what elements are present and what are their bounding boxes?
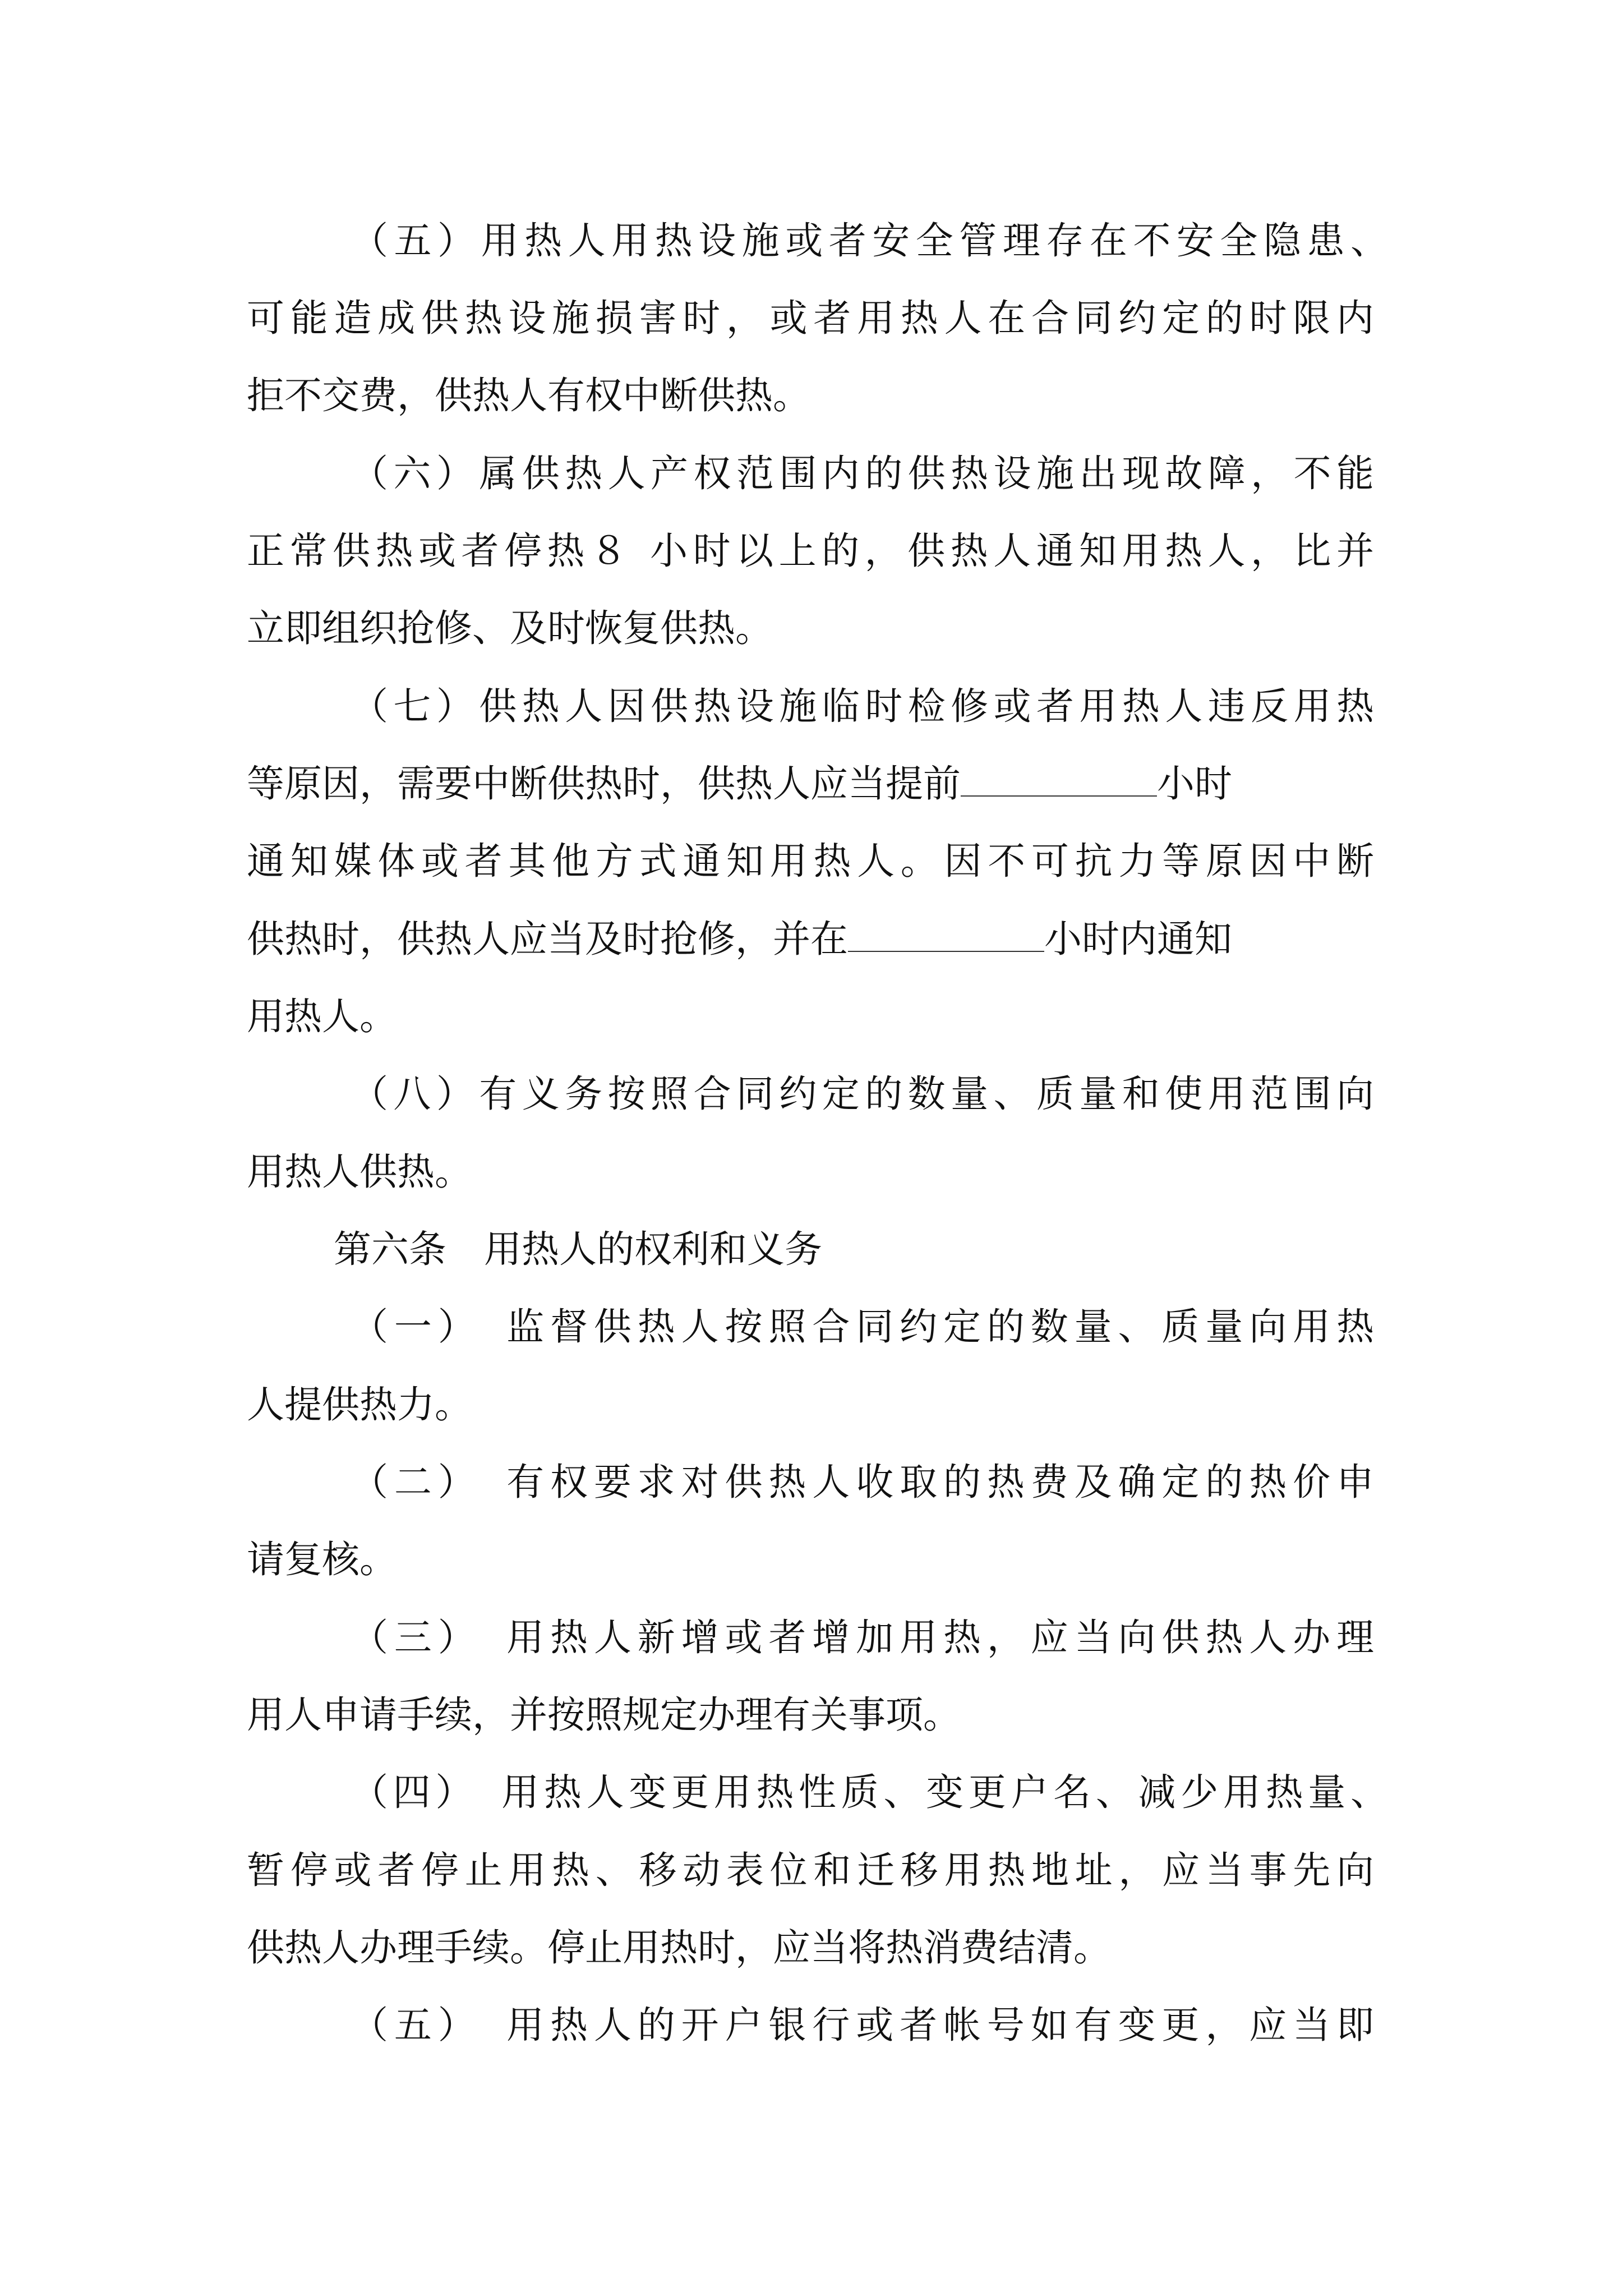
text-line: 用人申请手续，并按照规定办理有关事项。 [247,1693,961,1737]
text-line: （八）有义务按照合同约定的数量、质量和使用范围向 [351,1072,1374,1116]
text-line: 拒不交费，供热人有权中断供热。 [247,374,810,417]
text-line: （二） 有权要求对供热人收取的热费及确定的热价申 [351,1460,1374,1504]
text-line: （四） 用热人变更用热性质、变更户名、减少用热量、 [351,1770,1388,1814]
text-segment: 小时 [1157,762,1232,806]
text-line-with-blank [247,908,1374,970]
fill-in-blank [961,760,1157,797]
text-line: （五） 用热人的开户银行或者帐号如有变更，应当即 [351,2003,1374,2047]
text-line: 用热人供热。 [247,1150,472,1194]
text-line: （六）属供热人产权范围内的供热设施出现故障，不能 [351,452,1374,495]
text-line: 请复核。 [247,1538,397,1581]
text-line: 用热人。 [247,995,397,1038]
text-line: 立即组织抢修、及时恢复供热。 [247,606,773,650]
text-line: 通知媒体或者其他方式通知用热人。因不可抗力等原因中断 [247,839,1374,883]
text-line: 正常供热或者停热８ 小时以上的，供热人通知用热人，比并 [247,529,1374,573]
text-line: 供热人办理手续。停止用热时，应当将热消费结清。 [247,1926,1111,1970]
text-line: （一） 监督供热人按照合同约定的数量、质量向用热 [351,1305,1374,1349]
text-line: 人提供热力。 [247,1383,472,1427]
text-segment: 小时内通知 [1044,917,1232,961]
text-line: （五）用热人用热设施或者安全管理存在不安全隐患、 [351,219,1388,263]
text-line: 可能造成供热设施损害时，或者用热人在合同约定的时限内 [247,296,1374,340]
text-line-with-blank [247,753,1374,815]
text-line: （三） 用热人新增或者增加用热，应当向供热人办理 [351,1616,1374,1659]
text-segment: 供热时，供热人应当及时抢修，并在 [247,917,848,961]
fill-in-blank [848,915,1044,952]
text-line: 暂停或者停止用热、移动表位和迁移用热地址，应当事先向 [247,1848,1374,1892]
text-line: （七）供热人因供热设施临时检修或者用热人违反用热 [351,684,1374,728]
text-segment: 等原因，需要中断供热时，供热人应当提前 [247,762,961,806]
article-heading: 第六条 用热人的权利和义务 [334,1227,822,1271]
